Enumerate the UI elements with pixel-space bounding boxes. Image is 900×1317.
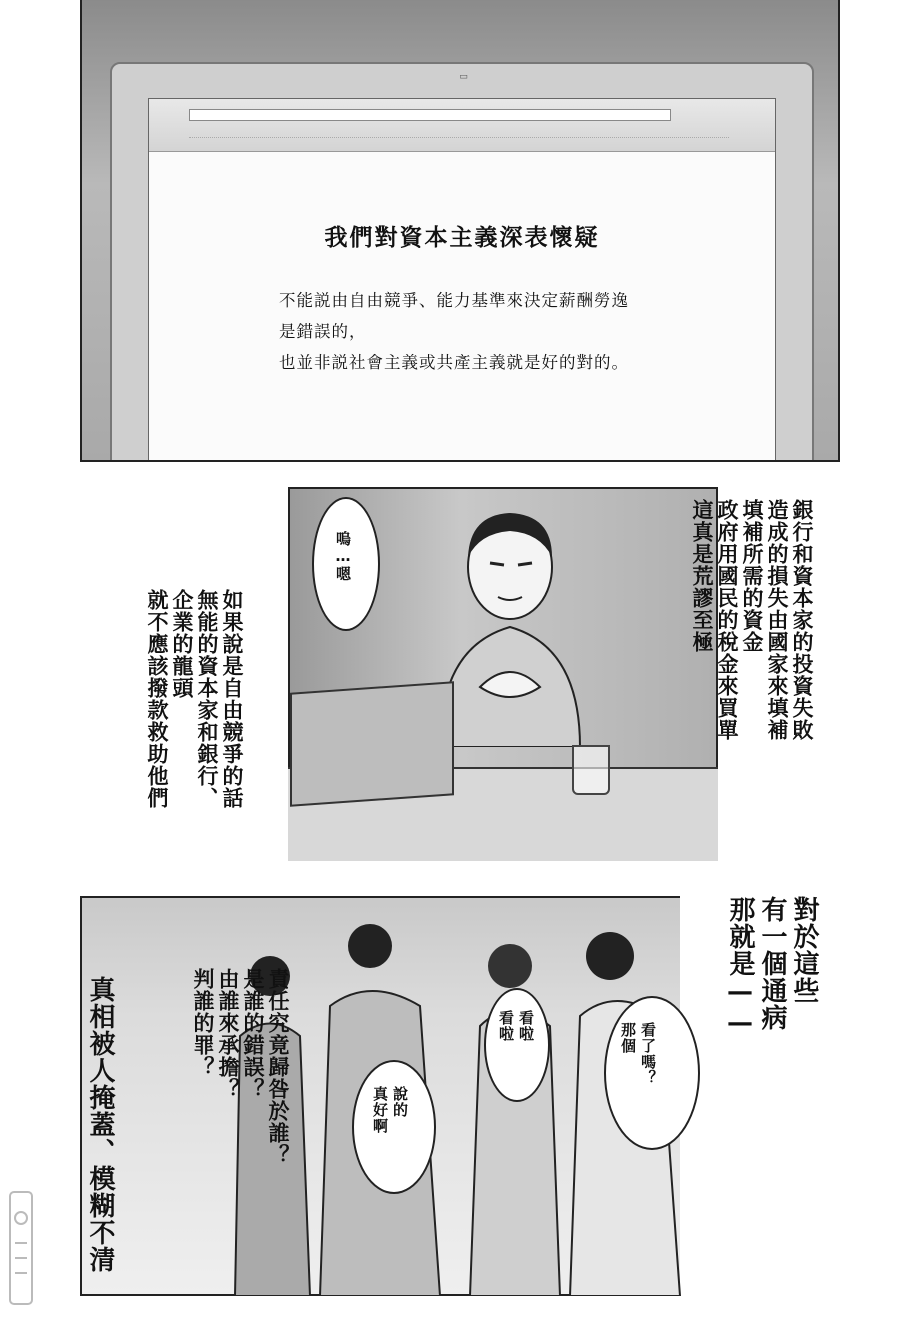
caption-left [114, 589, 244, 859]
caption-line: 有一個通病 [757, 896, 787, 1031]
caption-line: 填補所需的資金 [740, 499, 764, 653]
bubble-line: 看了嗎？ [639, 1022, 657, 1086]
web-body-line: 不能説由自由競爭、能力基準來決定薪酬勞逸 [279, 291, 629, 310]
watermark-logo-icon [6, 1188, 36, 1308]
caption-line: 造成的損失由國家來填補 [765, 499, 789, 741]
monitor-screen [148, 98, 776, 462]
bubble-center-text [496, 1010, 536, 1090]
caption-left [80, 976, 116, 1296]
bubble-line: 說的 [391, 1086, 409, 1118]
web-body-line: 是錯誤的， [279, 322, 367, 341]
panel-office [80, 487, 850, 861]
caption-line: 企業的龍頭 [170, 589, 194, 699]
web-page-body [279, 285, 759, 378]
monitor-logo: ▭ [459, 72, 469, 82]
caption-line: 那就是—— [725, 896, 755, 1039]
caption-line: 這真是荒謬至極 [690, 499, 714, 653]
browser-toolbar [149, 99, 775, 152]
caption-line: 由誰來承擔？ [216, 968, 240, 1100]
caption-line: 銀行和資本家的投資失敗 [790, 499, 814, 741]
computer-monitor [110, 62, 814, 462]
caption-line: 責任究竟歸咎於誰？ [266, 968, 290, 1166]
laptop [290, 681, 454, 806]
bubble-left-text [370, 1086, 410, 1176]
bubble-line: 看啦 [497, 1010, 515, 1042]
caption-line: 真相被人掩蓋、模糊不清 [85, 976, 115, 1273]
web-body-line: 也並非説社會主義或共產主義就是好的對的。 [279, 353, 629, 372]
address-bar [189, 109, 671, 121]
panel-street [80, 896, 850, 1296]
caption-right [680, 896, 820, 1076]
caption-line: 對於這些 [789, 896, 819, 1004]
caption-middle [166, 968, 290, 1288]
browser-nav-row [189, 129, 729, 138]
water-glass [572, 745, 610, 795]
caption-line: 政府用國民的稅金來買單 [715, 499, 739, 741]
panel-monitor [80, 0, 840, 462]
web-page-title: 我們對資本主義深表懷疑 [324, 225, 600, 251]
caption-right [654, 499, 814, 819]
bubble-line: 真好啊 [371, 1086, 389, 1134]
caption-line: 無能的資本家和銀行、 [195, 589, 219, 809]
bubble-text: 嗚…嗯 [334, 531, 352, 582]
bubble-line: 那個 [619, 1022, 637, 1054]
caption-line: 判誰的罪？ [191, 968, 215, 1078]
caption-line: 是誰的錯誤？ [241, 968, 265, 1100]
bubble-line: 看啦 [517, 1010, 535, 1042]
caption-line: 就不應該撥款救助他們 [145, 589, 169, 809]
caption-line: 如果說是自由競爭的話 [220, 589, 244, 809]
bubble-right-text [618, 1022, 658, 1132]
